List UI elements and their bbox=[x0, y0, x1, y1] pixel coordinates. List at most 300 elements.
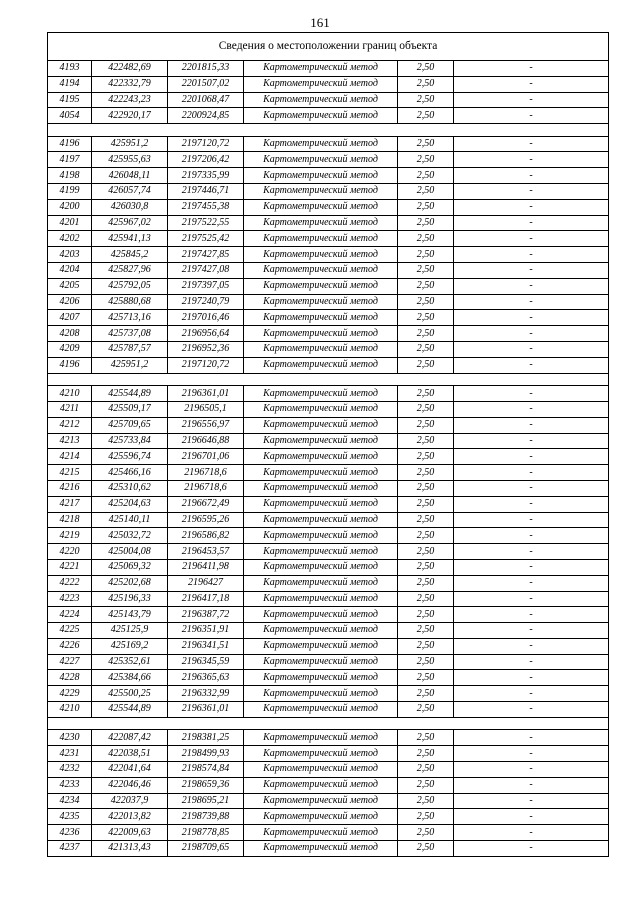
table-row bbox=[48, 326, 609, 342]
method-cell: Картометрический метод bbox=[244, 623, 398, 639]
method-cell: Картометрический метод bbox=[244, 76, 398, 92]
point-number-cell: 4234 bbox=[48, 793, 92, 809]
accuracy-cell: 2,50 bbox=[398, 840, 454, 856]
method-cell: Картометрический метод bbox=[244, 465, 398, 481]
method-cell: Картометрический метод bbox=[244, 761, 398, 777]
method-cell: Картометрический метод bbox=[244, 357, 398, 373]
method-cell: Картометрический метод bbox=[244, 92, 398, 108]
method-cell: Картометрический метод bbox=[244, 746, 398, 762]
y-coordinate-cell: 2197427,85 bbox=[168, 247, 244, 263]
y-coordinate-cell: 2196332,99 bbox=[168, 686, 244, 702]
accuracy-cell: 2,50 bbox=[398, 215, 454, 231]
boundary-coordinates-table bbox=[47, 32, 609, 857]
y-coordinate-cell: 2197397,05 bbox=[168, 278, 244, 294]
x-coordinate-cell: 425202,68 bbox=[92, 575, 168, 591]
point-number-cell: 4054 bbox=[48, 108, 92, 124]
table-title-row bbox=[48, 33, 609, 61]
accuracy-cell: 2,50 bbox=[398, 544, 454, 560]
table-row bbox=[48, 108, 609, 124]
accuracy-cell: 2,50 bbox=[398, 654, 454, 670]
table-row bbox=[48, 496, 609, 512]
description-cell: - bbox=[454, 793, 609, 809]
table-row bbox=[48, 746, 609, 762]
table-row bbox=[48, 761, 609, 777]
table-row bbox=[48, 92, 609, 108]
point-number-cell: 4216 bbox=[48, 480, 92, 496]
method-cell: Картометрический метод bbox=[244, 386, 398, 402]
x-coordinate-cell: 425143,79 bbox=[92, 607, 168, 623]
description-cell: - bbox=[454, 591, 609, 607]
table-row bbox=[48, 152, 609, 168]
method-cell: Картометрический метод bbox=[244, 702, 398, 718]
y-coordinate-cell: 2198709,65 bbox=[168, 840, 244, 856]
y-coordinate-cell: 2201507,02 bbox=[168, 76, 244, 92]
accuracy-cell: 2,50 bbox=[398, 357, 454, 373]
accuracy-cell: 2,50 bbox=[398, 528, 454, 544]
method-cell: Картометрический метод bbox=[244, 730, 398, 746]
accuracy-cell: 2,50 bbox=[398, 136, 454, 152]
method-cell: Картометрический метод bbox=[244, 310, 398, 326]
table-row bbox=[48, 433, 609, 449]
x-coordinate-cell: 422482,69 bbox=[92, 61, 168, 77]
description-cell: - bbox=[454, 777, 609, 793]
x-coordinate-cell: 425310,62 bbox=[92, 480, 168, 496]
description-cell: - bbox=[454, 278, 609, 294]
y-coordinate-cell: 2197206,42 bbox=[168, 152, 244, 168]
accuracy-cell: 2,50 bbox=[398, 512, 454, 528]
method-cell: Картометрический метод bbox=[244, 108, 398, 124]
accuracy-cell: 2,50 bbox=[398, 746, 454, 762]
description-cell: - bbox=[454, 326, 609, 342]
accuracy-cell: 2,50 bbox=[398, 61, 454, 77]
x-coordinate-cell: 425941,13 bbox=[92, 231, 168, 247]
y-coordinate-cell: 2198499,93 bbox=[168, 746, 244, 762]
accuracy-cell: 2,50 bbox=[398, 433, 454, 449]
y-coordinate-cell: 2196417,18 bbox=[168, 591, 244, 607]
table-row bbox=[48, 278, 609, 294]
table-row bbox=[48, 638, 609, 654]
description-cell: - bbox=[454, 840, 609, 856]
point-number-cell: 4198 bbox=[48, 168, 92, 184]
accuracy-cell: 2,50 bbox=[398, 809, 454, 825]
description-cell: - bbox=[454, 496, 609, 512]
method-cell: Картометрический метод bbox=[244, 184, 398, 200]
x-coordinate-cell: 425032,72 bbox=[92, 528, 168, 544]
method-cell: Картометрический метод bbox=[244, 496, 398, 512]
description-cell: - bbox=[454, 528, 609, 544]
table-row bbox=[48, 342, 609, 358]
point-number-cell: 4205 bbox=[48, 278, 92, 294]
method-cell: Картометрический метод bbox=[244, 61, 398, 77]
accuracy-cell: 2,50 bbox=[398, 108, 454, 124]
method-cell: Картометрический метод bbox=[244, 136, 398, 152]
point-number-cell: 4233 bbox=[48, 777, 92, 793]
accuracy-cell: 2,50 bbox=[398, 92, 454, 108]
accuracy-cell: 2,50 bbox=[398, 310, 454, 326]
description-cell: - bbox=[454, 263, 609, 279]
accuracy-cell: 2,50 bbox=[398, 231, 454, 247]
description-cell: - bbox=[454, 544, 609, 560]
point-number-cell: 4197 bbox=[48, 152, 92, 168]
accuracy-cell: 2,50 bbox=[398, 825, 454, 841]
group-separator-row bbox=[48, 373, 609, 386]
point-number-cell: 4209 bbox=[48, 342, 92, 358]
point-number-cell: 4203 bbox=[48, 247, 92, 263]
accuracy-cell: 2,50 bbox=[398, 184, 454, 200]
method-cell: Картометрический метод bbox=[244, 591, 398, 607]
method-cell: Картометрический метод bbox=[244, 417, 398, 433]
point-number-cell: 4218 bbox=[48, 512, 92, 528]
y-coordinate-cell: 2196427 bbox=[168, 575, 244, 591]
method-cell: Картометрический метод bbox=[244, 607, 398, 623]
description-cell: - bbox=[454, 310, 609, 326]
accuracy-cell: 2,50 bbox=[398, 294, 454, 310]
y-coordinate-cell: 2198381,25 bbox=[168, 730, 244, 746]
point-number-cell: 4212 bbox=[48, 417, 92, 433]
y-coordinate-cell: 2196505,1 bbox=[168, 401, 244, 417]
y-coordinate-cell: 2196718,6 bbox=[168, 465, 244, 481]
y-coordinate-cell: 2197455,38 bbox=[168, 199, 244, 215]
description-cell: - bbox=[454, 654, 609, 670]
table-row bbox=[48, 512, 609, 528]
method-cell: Картометрический метод bbox=[244, 168, 398, 184]
x-coordinate-cell: 425384,66 bbox=[92, 670, 168, 686]
point-number-cell: 4201 bbox=[48, 215, 92, 231]
description-cell: - bbox=[454, 730, 609, 746]
table-row bbox=[48, 777, 609, 793]
point-number-cell: 4196 bbox=[48, 357, 92, 373]
accuracy-cell: 2,50 bbox=[398, 386, 454, 402]
x-coordinate-cell: 425792,05 bbox=[92, 278, 168, 294]
accuracy-cell: 2,50 bbox=[398, 686, 454, 702]
accuracy-cell: 2,50 bbox=[398, 591, 454, 607]
point-number-cell: 4210 bbox=[48, 386, 92, 402]
x-coordinate-cell: 422332,79 bbox=[92, 76, 168, 92]
description-cell: - bbox=[454, 575, 609, 591]
description-cell: - bbox=[454, 231, 609, 247]
x-coordinate-cell: 422037,9 bbox=[92, 793, 168, 809]
table-row bbox=[48, 401, 609, 417]
group-separator-row bbox=[48, 124, 609, 137]
x-coordinate-cell: 422013,82 bbox=[92, 809, 168, 825]
table-row bbox=[48, 730, 609, 746]
point-number-cell: 4217 bbox=[48, 496, 92, 512]
accuracy-cell: 2,50 bbox=[398, 496, 454, 512]
y-coordinate-cell: 2196341,51 bbox=[168, 638, 244, 654]
accuracy-cell: 2,50 bbox=[398, 417, 454, 433]
y-coordinate-cell: 2198659,36 bbox=[168, 777, 244, 793]
accuracy-cell: 2,50 bbox=[398, 480, 454, 496]
accuracy-cell: 2,50 bbox=[398, 342, 454, 358]
description-cell: - bbox=[454, 76, 609, 92]
y-coordinate-cell: 2197427,08 bbox=[168, 263, 244, 279]
accuracy-cell: 2,50 bbox=[398, 326, 454, 342]
x-coordinate-cell: 425544,89 bbox=[92, 702, 168, 718]
table-row bbox=[48, 623, 609, 639]
y-coordinate-cell: 2196411,98 bbox=[168, 559, 244, 575]
table-row bbox=[48, 465, 609, 481]
description-cell: - bbox=[454, 607, 609, 623]
x-coordinate-cell: 426030,8 bbox=[92, 199, 168, 215]
accuracy-cell: 2,50 bbox=[398, 559, 454, 575]
x-coordinate-cell: 425845,2 bbox=[92, 247, 168, 263]
description-cell: - bbox=[454, 136, 609, 152]
y-coordinate-cell: 2197240,79 bbox=[168, 294, 244, 310]
y-coordinate-cell: 2196351,91 bbox=[168, 623, 244, 639]
x-coordinate-cell: 425827,96 bbox=[92, 263, 168, 279]
table-row bbox=[48, 386, 609, 402]
point-number-cell: 4228 bbox=[48, 670, 92, 686]
x-coordinate-cell: 426057,74 bbox=[92, 184, 168, 200]
point-number-cell: 4213 bbox=[48, 433, 92, 449]
method-cell: Картометрический метод bbox=[244, 449, 398, 465]
point-number-cell: 4221 bbox=[48, 559, 92, 575]
y-coordinate-cell: 2196952,36 bbox=[168, 342, 244, 358]
description-cell: - bbox=[454, 215, 609, 231]
x-coordinate-cell: 425069,32 bbox=[92, 559, 168, 575]
table-title: Сведения о местоположении границ объекта bbox=[48, 33, 609, 61]
x-coordinate-cell: 421313,43 bbox=[92, 840, 168, 856]
method-cell: Картометрический метод bbox=[244, 326, 398, 342]
table-row bbox=[48, 654, 609, 670]
x-coordinate-cell: 425955,63 bbox=[92, 152, 168, 168]
method-cell: Картометрический метод bbox=[244, 777, 398, 793]
accuracy-cell: 2,50 bbox=[398, 278, 454, 294]
table-row bbox=[48, 310, 609, 326]
table-row bbox=[48, 76, 609, 92]
table-row bbox=[48, 417, 609, 433]
point-number-cell: 4235 bbox=[48, 809, 92, 825]
method-cell: Картометрический метод bbox=[244, 575, 398, 591]
accuracy-cell: 2,50 bbox=[398, 730, 454, 746]
method-cell: Картометрический метод bbox=[244, 825, 398, 841]
x-coordinate-cell: 425509,17 bbox=[92, 401, 168, 417]
accuracy-cell: 2,50 bbox=[398, 168, 454, 184]
method-cell: Картометрический метод bbox=[244, 263, 398, 279]
method-cell: Картометрический метод bbox=[244, 294, 398, 310]
point-number-cell: 4196 bbox=[48, 136, 92, 152]
description-cell: - bbox=[454, 433, 609, 449]
y-coordinate-cell: 2197525,42 bbox=[168, 231, 244, 247]
y-coordinate-cell: 2196672,49 bbox=[168, 496, 244, 512]
description-cell: - bbox=[454, 480, 609, 496]
table-row bbox=[48, 357, 609, 373]
y-coordinate-cell: 2196361,01 bbox=[168, 702, 244, 718]
method-cell: Картометрический метод bbox=[244, 480, 398, 496]
y-coordinate-cell: 2196453,57 bbox=[168, 544, 244, 560]
table-row bbox=[48, 294, 609, 310]
x-coordinate-cell: 425951,2 bbox=[92, 357, 168, 373]
method-cell: Картометрический метод bbox=[244, 686, 398, 702]
description-cell: - bbox=[454, 825, 609, 841]
point-number-cell: 4226 bbox=[48, 638, 92, 654]
point-number-cell: 4232 bbox=[48, 761, 92, 777]
x-coordinate-cell: 425125,9 bbox=[92, 623, 168, 639]
separator-cell bbox=[48, 373, 609, 386]
table-row bbox=[48, 825, 609, 841]
accuracy-cell: 2,50 bbox=[398, 777, 454, 793]
method-cell: Картометрический метод bbox=[244, 809, 398, 825]
point-number-cell: 4204 bbox=[48, 263, 92, 279]
y-coordinate-cell: 2196345,59 bbox=[168, 654, 244, 670]
point-number-cell: 4199 bbox=[48, 184, 92, 200]
x-coordinate-cell: 425544,89 bbox=[92, 386, 168, 402]
method-cell: Картометрический метод bbox=[244, 401, 398, 417]
description-cell: - bbox=[454, 294, 609, 310]
x-coordinate-cell: 425196,33 bbox=[92, 591, 168, 607]
description-cell: - bbox=[454, 108, 609, 124]
accuracy-cell: 2,50 bbox=[398, 793, 454, 809]
y-coordinate-cell: 2196718,6 bbox=[168, 480, 244, 496]
point-number-cell: 4227 bbox=[48, 654, 92, 670]
y-coordinate-cell: 2196586,82 bbox=[168, 528, 244, 544]
method-cell: Картометрический метод bbox=[244, 278, 398, 294]
x-coordinate-cell: 425737,08 bbox=[92, 326, 168, 342]
x-coordinate-cell: 422046,46 bbox=[92, 777, 168, 793]
x-coordinate-cell: 425204,63 bbox=[92, 496, 168, 512]
accuracy-cell: 2,50 bbox=[398, 670, 454, 686]
point-number-cell: 4210 bbox=[48, 702, 92, 718]
table-row bbox=[48, 199, 609, 215]
description-cell: - bbox=[454, 809, 609, 825]
y-coordinate-cell: 2196701,06 bbox=[168, 449, 244, 465]
accuracy-cell: 2,50 bbox=[398, 401, 454, 417]
y-coordinate-cell: 2198574,84 bbox=[168, 761, 244, 777]
point-number-cell: 4219 bbox=[48, 528, 92, 544]
table-row bbox=[48, 168, 609, 184]
accuracy-cell: 2,50 bbox=[398, 575, 454, 591]
accuracy-cell: 2,50 bbox=[398, 247, 454, 263]
y-coordinate-cell: 2196956,64 bbox=[168, 326, 244, 342]
accuracy-cell: 2,50 bbox=[398, 465, 454, 481]
point-number-cell: 4223 bbox=[48, 591, 92, 607]
accuracy-cell: 2,50 bbox=[398, 263, 454, 279]
point-number-cell: 4200 bbox=[48, 199, 92, 215]
x-coordinate-cell: 425787,57 bbox=[92, 342, 168, 358]
point-number-cell: 4214 bbox=[48, 449, 92, 465]
x-coordinate-cell: 425500,25 bbox=[92, 686, 168, 702]
description-cell: - bbox=[454, 357, 609, 373]
point-number-cell: 4236 bbox=[48, 825, 92, 841]
separator-cell bbox=[48, 124, 609, 137]
x-coordinate-cell: 422087,42 bbox=[92, 730, 168, 746]
method-cell: Картометрический метод bbox=[244, 654, 398, 670]
method-cell: Картометрический метод bbox=[244, 544, 398, 560]
x-coordinate-cell: 426048,11 bbox=[92, 168, 168, 184]
method-cell: Картометрический метод bbox=[244, 342, 398, 358]
y-coordinate-cell: 2197016,46 bbox=[168, 310, 244, 326]
table-row bbox=[48, 136, 609, 152]
point-number-cell: 4222 bbox=[48, 575, 92, 591]
method-cell: Картометрический метод bbox=[244, 512, 398, 528]
description-cell: - bbox=[454, 746, 609, 762]
y-coordinate-cell: 2196556,97 bbox=[168, 417, 244, 433]
method-cell: Картометрический метод bbox=[244, 247, 398, 263]
description-cell: - bbox=[454, 686, 609, 702]
x-coordinate-cell: 422243,23 bbox=[92, 92, 168, 108]
point-number-cell: 4193 bbox=[48, 61, 92, 77]
description-cell: - bbox=[454, 449, 609, 465]
accuracy-cell: 2,50 bbox=[398, 607, 454, 623]
y-coordinate-cell: 2197335,99 bbox=[168, 168, 244, 184]
table-row bbox=[48, 559, 609, 575]
point-number-cell: 4215 bbox=[48, 465, 92, 481]
x-coordinate-cell: 422920,17 bbox=[92, 108, 168, 124]
method-cell: Картометрический метод bbox=[244, 670, 398, 686]
method-cell: Картометрический метод bbox=[244, 215, 398, 231]
table-row bbox=[48, 231, 609, 247]
point-number-cell: 4220 bbox=[48, 544, 92, 560]
description-cell: - bbox=[454, 199, 609, 215]
method-cell: Картометрический метод bbox=[244, 199, 398, 215]
table-row bbox=[48, 686, 609, 702]
y-coordinate-cell: 2197446,71 bbox=[168, 184, 244, 200]
point-number-cell: 4230 bbox=[48, 730, 92, 746]
description-cell: - bbox=[454, 559, 609, 575]
description-cell: - bbox=[454, 152, 609, 168]
description-cell: - bbox=[454, 401, 609, 417]
x-coordinate-cell: 425880,68 bbox=[92, 294, 168, 310]
x-coordinate-cell: 425596,74 bbox=[92, 449, 168, 465]
y-coordinate-cell: 2201068,47 bbox=[168, 92, 244, 108]
table-row bbox=[48, 544, 609, 560]
method-cell: Картометрический метод bbox=[244, 231, 398, 247]
description-cell: - bbox=[454, 92, 609, 108]
accuracy-cell: 2,50 bbox=[398, 623, 454, 639]
table-row bbox=[48, 247, 609, 263]
method-cell: Картометрический метод bbox=[244, 528, 398, 544]
method-cell: Картометрический метод bbox=[244, 433, 398, 449]
table-row bbox=[48, 809, 609, 825]
point-number-cell: 4229 bbox=[48, 686, 92, 702]
description-cell: - bbox=[454, 61, 609, 77]
table-row bbox=[48, 215, 609, 231]
y-coordinate-cell: 2196595,26 bbox=[168, 512, 244, 528]
y-coordinate-cell: 2196646,88 bbox=[168, 433, 244, 449]
point-number-cell: 4224 bbox=[48, 607, 92, 623]
x-coordinate-cell: 425733,84 bbox=[92, 433, 168, 449]
table-row bbox=[48, 528, 609, 544]
y-coordinate-cell: 2196365,63 bbox=[168, 670, 244, 686]
accuracy-cell: 2,50 bbox=[398, 152, 454, 168]
description-cell: - bbox=[454, 702, 609, 718]
description-cell: - bbox=[454, 342, 609, 358]
y-coordinate-cell: 2198778,85 bbox=[168, 825, 244, 841]
y-coordinate-cell: 2197522,55 bbox=[168, 215, 244, 231]
x-coordinate-cell: 425713,16 bbox=[92, 310, 168, 326]
table-row bbox=[48, 840, 609, 856]
point-number-cell: 4194 bbox=[48, 76, 92, 92]
description-cell: - bbox=[454, 168, 609, 184]
point-number-cell: 4206 bbox=[48, 294, 92, 310]
y-coordinate-cell: 2196361,01 bbox=[168, 386, 244, 402]
description-cell: - bbox=[454, 512, 609, 528]
description-cell: - bbox=[454, 417, 609, 433]
y-coordinate-cell: 2201815,33 bbox=[168, 61, 244, 77]
y-coordinate-cell: 2197120,72 bbox=[168, 136, 244, 152]
accuracy-cell: 2,50 bbox=[398, 76, 454, 92]
table-row bbox=[48, 702, 609, 718]
point-number-cell: 4231 bbox=[48, 746, 92, 762]
table-row bbox=[48, 480, 609, 496]
y-coordinate-cell: 2200924,85 bbox=[168, 108, 244, 124]
point-number-cell: 4207 bbox=[48, 310, 92, 326]
group-separator-row bbox=[48, 717, 609, 730]
x-coordinate-cell: 425967,02 bbox=[92, 215, 168, 231]
x-coordinate-cell: 425466,16 bbox=[92, 465, 168, 481]
description-cell: - bbox=[454, 247, 609, 263]
point-number-cell: 4195 bbox=[48, 92, 92, 108]
